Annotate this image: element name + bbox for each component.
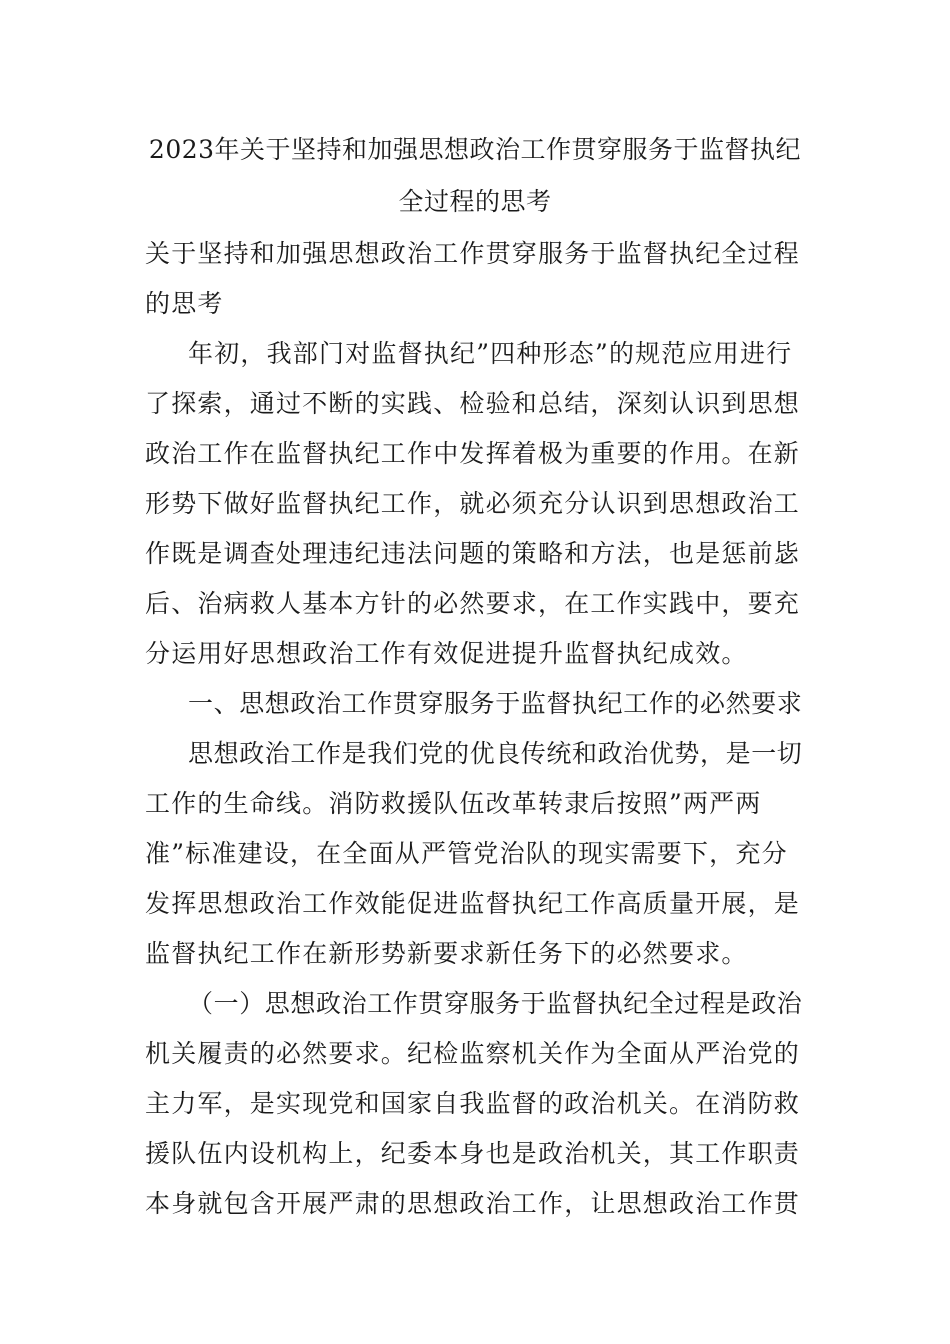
body-text-line: 主力军，是实现党和国家自我监督的政治机关。在消防救 — [145, 1089, 801, 1118]
body-text-line: 政治工作在监督执纪工作中发挥着极为重要的作用。在新 — [145, 439, 801, 468]
body-text-line: 年初，我部门对监督执纪”四种形态”的规范应用进行 — [188, 339, 793, 368]
subtitle-line: 关于坚持和加强思想政治工作贯穿服务于监督执纪全过程 — [145, 239, 801, 268]
body-text-line: 分运用好思想政治工作有效促进提升监督执纪成效。 — [145, 639, 748, 668]
body-text-line: 了探索，通过不断的实践、检验和总结，深刻认识到思想 — [145, 389, 801, 418]
body-text-line: （一）思想政治工作贯穿服务于监督执纪全过程是政治 — [188, 989, 803, 1018]
body-text-line: 本身就包含开展严肃的思想政治工作，让思想政治工作贯 — [145, 1189, 801, 1218]
body-text-line: 援队伍内设机构上，纪委本身也是政治机关，其工作职责 — [145, 1139, 801, 1168]
section-heading: 一、思想政治工作贯穿服务于监督执纪工作的必然要求 — [188, 689, 803, 718]
body-text-line: 发挥思想政治工作效能促进监督执纪工作高质量开展，是 — [145, 889, 801, 918]
subtitle-line: 的思考 — [145, 289, 224, 318]
body-text-line: 形势下做好监督执纪工作，就必须充分认识到思想政治工 — [145, 489, 801, 518]
document-title-line-1: 2023年关于坚持和加强思想政治工作贯穿服务于监督执纪 — [148, 135, 802, 164]
body-text-line: 作既是调查处理违纪违法问题的策略和方法，也是惩前毖 — [145, 539, 801, 568]
body-text-line: 机关履责的必然要求。纪检监察机关作为全面从严治党的 — [145, 1039, 801, 1068]
body-text-line: 思想政治工作是我们党的优良传统和政治优势，是一切 — [188, 739, 803, 768]
body-text-line: 监督执纪工作在新形势新要求新任务下的必然要求。 — [145, 939, 748, 968]
body-text-line: 后、治病救人基本方针的必然要求，在工作实践中，要充 — [145, 589, 801, 618]
body-text-line: 工作的生命线。消防救援队伍改革转隶后按照”两严两 — [145, 789, 762, 818]
body-text-line: 准”标准建设，在全面从严管党治队的现实需要下，充分 — [145, 839, 788, 868]
document-title-line-2: 全过程的思考 — [398, 187, 552, 216]
